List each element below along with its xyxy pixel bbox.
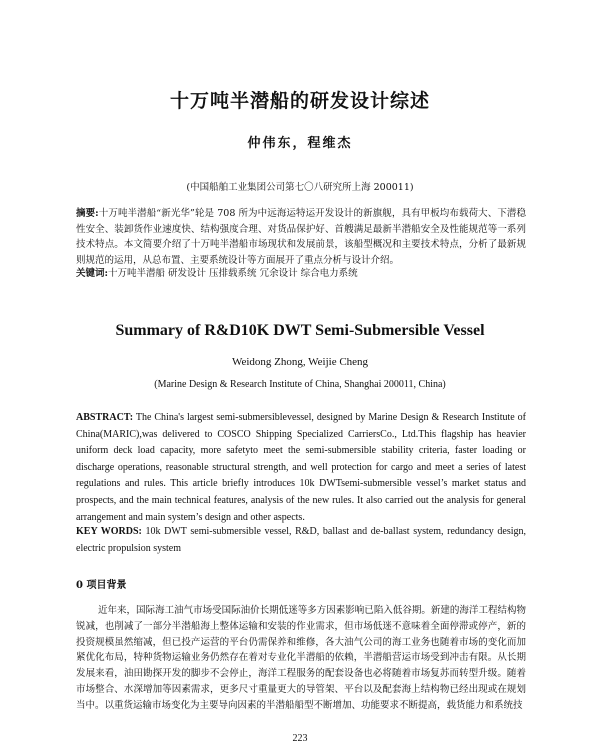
chinese-keywords-text: 十万吨半潜船 研发设计 压排载系统 冗余设计 综合电力系统 — [108, 268, 358, 279]
chinese-authors: 仲伟东，程维杰 — [247, 136, 353, 151]
english-title: Summary of R&D10K DWT Semi-Submersible Vessel — [115, 322, 485, 339]
english-keywords-text: 10k DWT semi-submersible vessel, R&D, ballast and de-ballast system, redundancy design, electric propulsion system — [76, 526, 527, 554]
chinese-abstract-text: 十万吨半潜船“新光华”轮是 708 所为中远海运特运开发设计的新旗舰，具有甲板均布载荷大、下潜稳性安全、装卸货作业速度快、结构强度合理、对货品保护好、首艘满足最新半潜船安全及性能规范等一系列技术特点。本文简要介绍了十万吨半潜船市场现状和发展前景，该船型概况和主要技术特点，分析了最新规则规范的运用，从总布置、主要系统设计等方面展开了重点分析与设计介绍。 — [76, 208, 526, 266]
english-keywords — [76, 524, 526, 557]
chinese-abstract — [76, 206, 526, 268]
english-authors: Weidong Zhong, Weijie Cheng — [231, 356, 369, 368]
english-affiliation: (Marine Design & Research Institute of China, Shanghai 200011, China) — [154, 379, 446, 390]
english-abstract-label: ABSTRACT: — [76, 412, 134, 423]
page-number: 223 — [292, 733, 308, 744]
chinese-affiliation: (中国船舶工业集团公司第七〇八研究所上海 200011) — [186, 182, 414, 193]
english-keywords-label: KEY WORDS: — [76, 526, 142, 537]
chinese-abstract-label: 摘要: — [76, 208, 99, 219]
english-abstract — [76, 410, 526, 526]
english-abstract-text: The China's largest semi-submersiblevessel, designed by Marine Design & Research Institute of China(MARIC),was delivered to COSCO Shipping Specialized CarriersCo., Ltd.This flagship has heavier uniform deck load capacity, more safetyto meet the semi-submersible stability criteria, faster loading or discharge operations, reasonable structural strength, and well protection for cargo and meet a series of latest regulations and rules. This article briefly introduces 10k DWTsemi-submersible vessel’s market status and prospects, and the main technical features, analysis of the new rules. It also carried out the analysis for general arrangement and main system’s design and other aspects. — [76, 412, 526, 523]
body-paragraph: 近年来，国际海工油气市场受国际油价长期低迷等多方因素影响已陷入低谷期。新建的海洋工程结构物锐减，也削减了一部分半潜船海上整体运输和安装的作业需求，但市场低迷不意味着全面停滞或停产，新的投资规模虽然缩减，但已投产运营的平台仍需保养和维修，各大油气公司的海工业务也随着市场的变化而加紧优化布局，特种货物运输业务仍然存在着对专业化半潜船的依赖，半潜船营运市场受到冲击有限。从长期发展来看，油田勘探开发的脚步不会停止，海洋工程服务的配套设备也必将随着市场复苏而转型升级。随着市场整合、水深增加等因素需求，更多尺寸重量更大的导管架、平台以及配套海上结构物已经出现或在规划当中。以重货运输市场变化为主要导向因素的半潜船船型不断增加、功能要求不断提高，载货能力和系统技 — [76, 605, 526, 711]
chinese-title: 十万吨半潜船的研发设计综述 — [169, 90, 430, 112]
section-heading: 0 项目背景 — [76, 580, 127, 591]
chinese-keywords-label: 关键词: — [76, 268, 109, 279]
chinese-keywords — [76, 266, 526, 282]
